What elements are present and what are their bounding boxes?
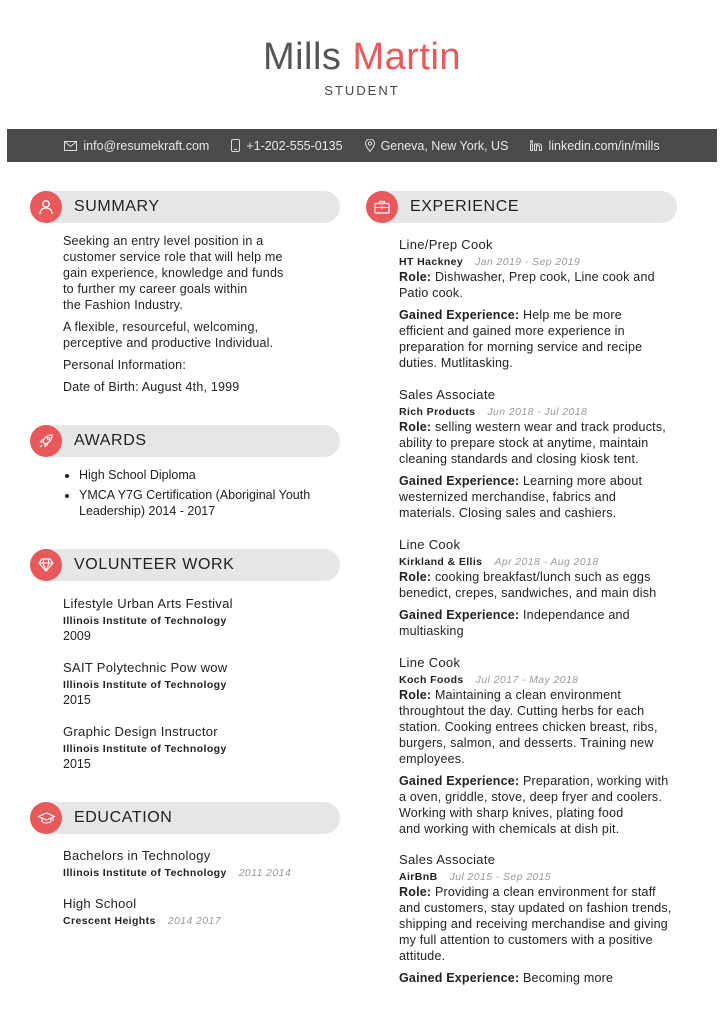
education-title: EDUCATION — [74, 809, 173, 826]
job-role-3 — [399, 569, 699, 601]
gained-text: Working with sharp knives, plating food — [399, 806, 624, 820]
awards-title: AWARDS — [74, 432, 147, 449]
award-text: Leadership) 2014 - 2017 — [79, 504, 216, 518]
job-gained-5 — [399, 970, 699, 986]
volunteer-title-2: SAIT Polytechnic Pow wow — [63, 660, 228, 675]
volunteer-title-3: Graphic Design Instructor — [63, 724, 218, 739]
date-text: 2014 2017 — [167, 915, 221, 927]
summary-title: SUMMARY — [74, 198, 160, 215]
awards-list — [63, 467, 349, 523]
gained-text: Becoming more — [523, 971, 614, 985]
volunteer-title-1: Lifestyle Urban Arts Festival — [63, 596, 233, 611]
role-text: cleaning standards and closing kiosk tent. — [399, 452, 639, 466]
email-text: info@resumekraft.com — [83, 138, 210, 153]
education-header — [30, 802, 340, 834]
org-text: Rich Products — [399, 406, 476, 418]
gained-text: materials. Closing sales and cashiers. — [399, 506, 617, 520]
org-text: Kirkland & Ellis — [399, 556, 483, 568]
date-text: Jan 2019 - Sep 2019 — [475, 256, 581, 268]
gained-label: Gained Experience: — [399, 474, 520, 488]
summary-line: gain experience, knowledge and funds — [63, 266, 284, 280]
job-title-1: Line/Prep Cook — [399, 237, 493, 252]
org-text: HT Hackney — [399, 256, 464, 268]
first-name: Mills — [262, 36, 342, 78]
job-title-4: Line Cook — [399, 655, 461, 670]
summary-dob: Date of Birth: August 4th, 1999 — [63, 380, 240, 394]
experience-title: EXPERIENCE — [410, 198, 520, 215]
linkedin-text: linkedin.com/in/mills — [548, 138, 660, 153]
role-text: and customers, stay updated on fashion trends, — [399, 901, 672, 915]
phone-icon — [231, 139, 240, 152]
job-role-5 — [399, 884, 699, 964]
gained-text: preparation for morning service and recipe — [399, 340, 643, 354]
job-role-1 — [399, 269, 689, 301]
summary-line: the Fashion Industry. — [63, 298, 184, 312]
volunteer-org-2 — [63, 676, 227, 693]
graduation-cap-icon — [30, 802, 62, 834]
date-text: 2011 2014 — [238, 867, 292, 879]
role-text: Maintaining a clean environment — [434, 688, 622, 702]
gained-text: efficient and gained more experience in — [399, 324, 625, 338]
job-meta-4 — [399, 671, 578, 688]
role-text: Patio cook. — [399, 286, 464, 300]
job-gained-2 — [399, 473, 689, 521]
experience-header — [366, 191, 677, 223]
gained-text: Help me be more — [523, 308, 622, 322]
summary-line: customer service role that will help me — [63, 250, 283, 264]
date-text: Jun 2018 - Jul 2018 — [487, 406, 588, 418]
last-name: Martin — [352, 36, 462, 78]
summary-personal-info: Personal Information: — [63, 358, 187, 372]
role-text: Providing a clean environment for staff — [434, 885, 656, 899]
gained-label: Gained Experience: — [399, 608, 520, 622]
education-meta-1 — [63, 864, 291, 881]
job-meta-5 — [399, 868, 551, 885]
summary-paragraph-2 — [63, 319, 333, 351]
volunteer-org-1 — [63, 612, 227, 629]
org-text: Illinois Institute of Technology — [63, 867, 227, 879]
job-title-5: Sales Associate — [399, 852, 496, 867]
education-meta-2 — [63, 912, 221, 929]
job-meta-1 — [399, 253, 580, 270]
volunteer-year-3: 2015 — [63, 757, 91, 771]
location-pin-icon — [365, 139, 375, 152]
diamond-icon — [30, 549, 62, 581]
role-text: employees. — [399, 752, 465, 766]
gained-text: westernized merchandise, fabrics and — [399, 490, 617, 504]
role-text: benedict, crepes, sandwiches, and main dish — [399, 586, 657, 600]
linkedin-icon — [530, 140, 542, 151]
gained-label: Gained Experience: — [399, 774, 520, 788]
date-text: Apr 2018 - Aug 2018 — [494, 556, 599, 568]
org-text: Illinois Institute of Technology — [63, 615, 227, 627]
role-text: station. Cooking entrees chicken breast, ribs, — [399, 720, 658, 734]
gained-text: Preparation, working with — [523, 774, 669, 788]
gained-text: multiasking — [399, 624, 464, 638]
date-text: Jul 2015 - Sep 2015 — [449, 871, 552, 883]
role-text: burgers, salmon, and desserts. Training new — [399, 736, 654, 750]
contact-location[interactable] — [365, 139, 509, 153]
role-label: Role: — [399, 885, 432, 899]
envelope-icon — [64, 141, 77, 151]
gained-text: Independance and — [523, 608, 630, 622]
role-text: throughtout the day. Cutting herbs for each — [399, 704, 645, 718]
gained-text: Learning more about — [523, 474, 643, 488]
job-gained-1 — [399, 307, 689, 371]
org-text: Illinois Institute of Technology — [63, 743, 227, 755]
org-text: Crescent Heights — [63, 915, 156, 927]
education-degree-2: High School — [63, 896, 137, 911]
candidate-role: STUDENT — [324, 83, 400, 98]
job-title-3: Line Cook — [399, 537, 461, 552]
contact-bar — [7, 129, 717, 162]
role-text: attitude. — [399, 949, 446, 963]
candidate-name — [0, 36, 724, 79]
location-text: Geneva, New York, US — [380, 138, 509, 153]
award-item: • High School Diploma — [79, 467, 349, 483]
role-label: Role: — [399, 688, 432, 702]
award-text: YMCA Y7G Certification (Aboriginal Youth — [79, 488, 311, 502]
volunteer-title: VOLUNTEER WORK — [74, 556, 235, 573]
job-meta-3 — [399, 553, 599, 570]
job-meta-2 — [399, 403, 587, 420]
contact-email[interactable] — [64, 139, 209, 153]
volunteer-year-1: 2009 — [63, 629, 91, 643]
role-text: Dishwasher, Prep cook, Line cook and — [434, 270, 655, 284]
date-text: Jul 2017 - May 2018 — [475, 674, 579, 686]
job-role-2 — [399, 419, 699, 467]
contact-linkedin[interactable] — [530, 139, 659, 153]
summary-line: to further my career goals within — [63, 282, 248, 296]
contact-phone[interactable] — [231, 139, 342, 153]
summary-line: A flexible, resourceful, welcoming, — [63, 320, 259, 334]
gained-text: duties. Mutlitasking. — [399, 356, 513, 370]
role-label: Role: — [399, 270, 432, 284]
gained-label: Gained Experience: — [399, 308, 520, 322]
role-text: ability to prepare stock at anytime, maintain — [399, 436, 649, 450]
summary-header — [30, 191, 340, 223]
role-text: my full attention to customers with a positive — [399, 933, 653, 947]
org-text: Illinois Institute of Technology — [63, 679, 227, 691]
volunteer-year-2: 2015 — [63, 693, 91, 707]
education-degree-1: Bachelors in Technology — [63, 848, 211, 863]
rocket-icon — [30, 425, 62, 457]
summary-line: perceptive and productive Individual. — [63, 336, 274, 350]
award-item — [79, 487, 349, 519]
summary-line: Seeking an entry level position in a — [63, 234, 264, 248]
gained-text: and working with chemicals at dish pit. — [399, 822, 620, 836]
org-text: AirBnB — [399, 871, 438, 883]
role-text: shipping and receiving merchandise and giving — [399, 917, 668, 931]
volunteer-org-3 — [63, 740, 227, 757]
role-text: selling western wear and track products, — [434, 420, 666, 434]
role-label: Role: — [399, 570, 432, 584]
job-gained-3 — [399, 607, 689, 639]
gained-text: a oven, griddle, stove, deep fryer and coolers. — [399, 790, 663, 804]
job-role-4 — [399, 687, 699, 767]
user-icon — [30, 191, 62, 223]
summary-paragraph-1 — [63, 233, 333, 313]
job-title-2: Sales Associate — [399, 387, 496, 402]
org-text: Koch Foods — [399, 674, 464, 686]
awards-header — [30, 425, 340, 457]
role-label: Role: — [399, 420, 432, 434]
role-text: cooking breakfast/lunch such as eggs — [434, 570, 651, 584]
volunteer-header — [30, 549, 340, 581]
job-gained-4 — [399, 773, 699, 837]
phone-text: +1-202-555-0135 — [246, 138, 343, 153]
briefcase-icon — [366, 191, 398, 223]
gained-label: Gained Experience: — [399, 971, 520, 985]
